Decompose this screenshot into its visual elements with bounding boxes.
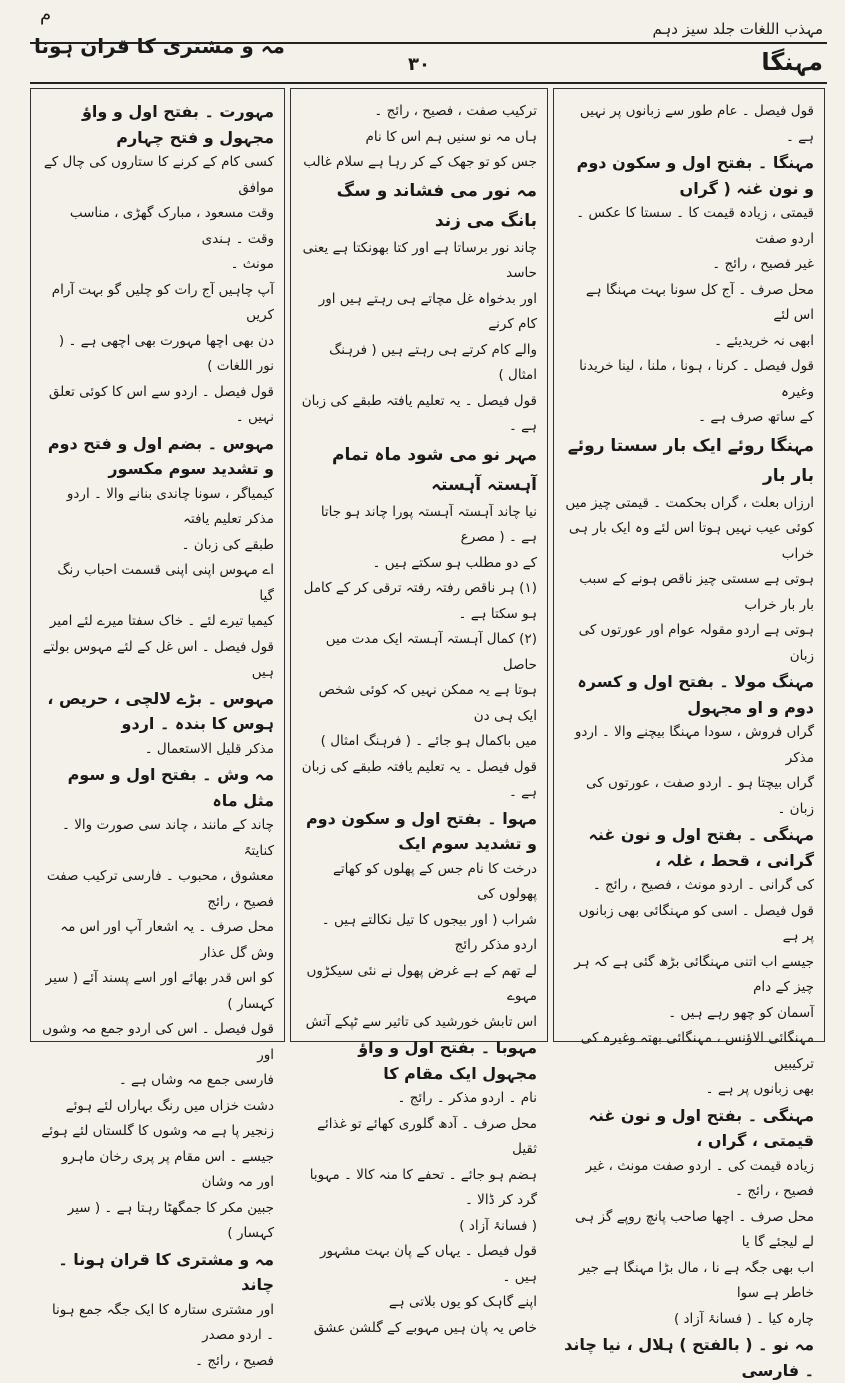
header-rule-lower bbox=[30, 82, 827, 84]
text-line: شراب ( اور بیجوں کا تیل نکالتے ہیں ۔ اردو مذکر رائج bbox=[321, 911, 537, 953]
text-line: غیر فصیح ، رائج ۔ bbox=[712, 256, 814, 272]
last-headword: مہ و مشتری کا قران ہونا bbox=[34, 34, 285, 58]
text-line: اپنے گاہک کو یوں بلاتی ہے bbox=[388, 1294, 537, 1310]
entry-headword-line: مہ نو ۔ ( بالفتح ) ہلال ، نیا چاند ۔ فارسی bbox=[564, 1335, 814, 1380]
column-right bbox=[553, 88, 825, 1380]
text-line: جس کو تو جھک کے کر رہا ہے سلام غالب bbox=[303, 154, 537, 170]
text-line: درخت کا نام جس کے پھلوں کو کھاتے پھولوں کی bbox=[332, 860, 537, 902]
entry-headword-line: مہورت ۔ بفتح اول و واؤ مجہول و فتح چہارم bbox=[81, 102, 274, 147]
text-line: طبقے کی زبان ۔ bbox=[181, 536, 274, 553]
text-line: دشت خزاں میں رنگ بہاراں لئے ہوئے bbox=[65, 1097, 274, 1114]
text-line: ہوتی ہے اردو مقولہ عوام اور عورتوں کی زبان bbox=[578, 622, 814, 664]
proverb-heading: مہر نو می شود ماہ تمام آہستہ آہستہ bbox=[331, 444, 537, 495]
text-line: زیادہ قیمت کی ۔ اردو صفت مونث ، غیر فصیح ، رائج ۔ bbox=[585, 1157, 814, 1199]
entry-headword-line: مہوا ۔ بفتح اول و سکون دوم و تشدید سوم ایک bbox=[305, 808, 537, 853]
text-line: کی گرانی ۔ اردو مونث ، فصیح ، رائج ۔ bbox=[592, 877, 814, 893]
text-line: کے دو مطلب ہو سکتے ہیں ۔ bbox=[372, 554, 537, 571]
text-line: ہاں مہ نو سنیں ہم اس کا نام bbox=[365, 128, 537, 145]
entry-headword-line: مہنگی ۔ بفتح اول و نون غنہ قیمتی ، گراں ، bbox=[588, 1105, 814, 1150]
text-line: جیسے ۔ اس مقام پر پری رخان ماہرو اور مہ وشان bbox=[61, 1148, 274, 1190]
entry-headword-line: مہ وش ۔ بفتح اول و سوم مثل ماہ bbox=[67, 765, 274, 810]
text-line: قول فیصل ۔ کرنا ، ہونا ، ملنا ، لینا خریدنا وغیرہ bbox=[579, 358, 814, 400]
text-line: میں باکمال ہو جائے ۔ ( فرہنگ امثال ) bbox=[320, 733, 537, 749]
text-line: ارزاں بعلت ، گراں بحکمت ۔ قیمتی چیز میں bbox=[565, 494, 814, 511]
page-number: ۳۰ bbox=[408, 54, 430, 75]
text-line: قول فیصل ۔ اس کی اردو جمع مہ وشوں اور bbox=[42, 1021, 274, 1063]
text-line: اور بدخواہ غل مچاتے ہی رہتے ہیں اور کام کرنے bbox=[318, 290, 537, 332]
text-line: کے ساتھ صرف ہے ۔ bbox=[698, 409, 814, 425]
header-rule bbox=[30, 42, 827, 44]
text-line: مونث ۔ bbox=[230, 256, 274, 272]
text-line: آپ چاہیں آج رات کو چلیں گو بہت آرام کریں bbox=[51, 281, 274, 323]
text-line: کیمیاگر ، سونا چاندی بنانے والا ۔ اردو مذکر تعلیم یافتہ bbox=[66, 485, 274, 527]
text-line: ہوتی ہے سستی چیز ناقص ہونے کے سبب بار بار خراب bbox=[579, 571, 814, 613]
entry-headword-line: مہنگی ۔ بفتح اول و نون غنہ گرانی ، قحط ، غلہ ، bbox=[588, 825, 814, 870]
text-line: چارہ کیا ۔ ( فسانۂ آزاد ) bbox=[673, 1310, 814, 1327]
text-line: فصیح ، رائج ۔ bbox=[195, 1352, 274, 1369]
corner-mark: م bbox=[40, 4, 52, 25]
text-line: اور مشتری ستارہ کا ایک جگہ جمع ہونا ۔ اردو مصدر bbox=[51, 1301, 274, 1343]
text-line: محل صرف ۔ آج کل سونا بہت مہنگا ہے اس لئے bbox=[585, 281, 814, 323]
text-line: ترکیب صفت ، فصیح ، رائج ۔ bbox=[374, 103, 537, 119]
text-line: گراں بیچتا ہو ۔ اردو صفت ، عورتوں کی زبان ۔ bbox=[586, 775, 814, 817]
text-line: قول فیصل ۔ یہاں کے پان بہت مشہور ہیں ۔ bbox=[319, 1243, 537, 1285]
text-line: (۱) ہر ناقص رفتہ رفتہ ترقی کر کے کامل ہو سکتا ہے ۔ bbox=[303, 580, 537, 622]
text-line: گراں فروش ، سودا مہنگا بیچنے والا ۔ اردو مذکر bbox=[574, 724, 814, 766]
text-line: محل صرف ۔ اچھا صاحب پانچ روپے گز ہی لے لیجئے گا یا bbox=[574, 1208, 814, 1250]
text-line: بھی زبانوں پر ہے ۔ bbox=[705, 1081, 814, 1097]
text-line: قول فیصل ۔ اسی کو مہنگائی بھی زبانوں پر ہے bbox=[578, 902, 814, 944]
text-line: (۲) کمال آہستہ آہستہ ایک مدت میں حاصل bbox=[325, 631, 537, 673]
text-line: اس تابش خورشید کی تاثیر سے ٹپکے آتش bbox=[305, 1013, 537, 1030]
text-line: محل صرف ۔ آدھ گلوری کھائے تو غذائے ثقیل bbox=[317, 1115, 537, 1157]
text-line: چاند کے مانند ، چاند سی صورت والا ۔ کنایتہً bbox=[62, 817, 274, 859]
proverb-heading: مہ نور می فشاند و سگ بانگ می زند bbox=[336, 180, 537, 231]
text-line: معشوق ، محبوب ۔ فارسی ترکیب صفت فصیح ، رائج bbox=[46, 868, 274, 910]
text-line: جیسے اب اتنی مہنگائی بڑھ گئی ہے کہ ہر چیز کے دام bbox=[574, 953, 814, 995]
text-line: مہنگائی الاؤنس ، مہنگائی بھتہ وغیرہ کی ترکیبیں bbox=[580, 1030, 814, 1072]
column-middle bbox=[290, 88, 548, 1336]
text-line: کوئی عیب نہیں ہوتا اس لئے وہ ایک بار ہی خراب bbox=[568, 520, 814, 562]
text-line: کیمیا تیرے لئے ۔ خاک سفتا میرے لئے امیر bbox=[49, 613, 274, 629]
entry-headword-line: مہوس ۔ بڑے لالچی ، حریص ، ہوس کا بندہ ۔ اردو bbox=[47, 688, 274, 733]
text-line: محل صرف ۔ یہ اشعار آپ اور اس مہ وش گل عذار bbox=[60, 919, 274, 961]
text-line: دن بھی اچھا مہورت بھی اچھی ہے ۔ ( نور اللغات ) bbox=[58, 332, 274, 374]
entry-headword-line: مہوبا ۔ بفتح اول و واؤ مجہول ایک مقام کا bbox=[358, 1038, 537, 1083]
text-line: قیمتی ، زیادہ قیمت کا ۔ سستا کا عکس ۔ اردو صفت bbox=[576, 205, 814, 247]
text-line: والے کام کرتے ہی رہتے ہیں ( فرہنگ امثال ) bbox=[329, 341, 537, 383]
text-line: نیا چاند آہستہ آہستہ پورا چاند ہو جاتا ہے ۔ ( مصرع bbox=[320, 503, 537, 545]
entry-headword-line: مہ و مشتری کا قران ہونا ۔ چاند bbox=[58, 1249, 274, 1294]
proverb-heading: مہنگا روئے ایک بار سستا روئے بار بار bbox=[567, 435, 814, 486]
text-line: اے مہوس اپنی اپنی قسمت احباب رنگ گیا bbox=[57, 562, 274, 604]
column-left bbox=[30, 88, 285, 1369]
text-line: اب بھی جگہ ہے نا ، مال بڑا مہنگا ہے جیر خاطر ہے سوا bbox=[579, 1259, 814, 1301]
text-line: زنجیر پا ہے مہ وشوں کا گلستاں لئے ہوئے bbox=[41, 1123, 274, 1139]
text-line: قول فیصل ۔ اس غل کے لئے مہوس بولتے ہیں bbox=[42, 638, 274, 680]
text-line: آسمان کو چھو رہے ہیں ۔ bbox=[668, 1004, 814, 1021]
text-line: لے تھم کے ہے غرض پھول نے نئی سیکڑوں مہوے bbox=[306, 962, 537, 1004]
text-line: قول فیصل ۔ عام طور سے زبانوں پر نہیں ہے ۔ bbox=[579, 103, 814, 145]
text-line: وقت مسعود ، مبارک گھڑی ، مناسب وقت ۔ ہندی bbox=[69, 205, 274, 247]
text-line: نام ۔ اردو مذکر ۔ رائج ۔ bbox=[397, 1090, 537, 1106]
page-header bbox=[0, 0, 845, 90]
text-line: خاص یہ پان ہیں مہوبے کے گلشن عشق bbox=[313, 1319, 537, 1336]
text-line: چاند نور برساتا ہے اور کتا بھونکتا ہے یعنی حاسد bbox=[302, 239, 537, 281]
entry-headword-line: مہوس ۔ بضم اول و فتح دوم و تشدید سوم مکسور bbox=[47, 433, 274, 478]
text-line: قول فیصل ۔ یہ تعلیم یافتہ طبقے کی زبان ہے ۔ bbox=[301, 392, 537, 434]
text-line: مذکر قلیل الاستعمال ۔ bbox=[144, 740, 274, 757]
text-line: جبین مکر کا جمگھٹا رہتا ہے ۔ ( سیر کہسار ) bbox=[67, 1199, 274, 1241]
text-line: کو اس قدر بھائے اور اسے پسند آئے ( سیر کہسار ) bbox=[45, 970, 274, 1012]
text-line: ابھی نہ خریدیئے ۔ bbox=[714, 332, 814, 349]
text-line: قول فیصل ۔ اردو سے اس کا کوئی تعلق نہیں ۔ bbox=[48, 383, 274, 425]
entry-headword-line: مہنگا ۔ بفتح اول و سکون دوم و نون غنہ ( گراں bbox=[576, 153, 814, 198]
text-line: ہضم ہو جائے ۔ تحفے کا منہ کالا ۔ مہوبا گرد کر ڈالا ۔ bbox=[309, 1166, 537, 1208]
first-headword: مہنگا bbox=[761, 48, 823, 76]
text-line: ہوتا ہے یہ ممکن نہیں کہ کوئی شخص ایک ہی دن bbox=[318, 682, 537, 724]
text-line: قول فیصل ۔ یہ تعلیم یافتہ طبقے کی زبان ہے ۔ bbox=[301, 758, 537, 800]
text-line: فارسی جمع مہ وشاں ہے ۔ bbox=[118, 1072, 274, 1088]
text-line: ( فسانۂ آزاد ) bbox=[459, 1217, 537, 1234]
book-title: مہذب اللغات جلد سیز دہم bbox=[652, 20, 823, 38]
entry-headword-line: مہنگ مولا ۔ بفتح اول و کسرہ دوم و او مجہول bbox=[577, 672, 814, 717]
text-line: کسی کام کے کرنے کا ستاروں کی چال کے موافق bbox=[43, 154, 274, 196]
